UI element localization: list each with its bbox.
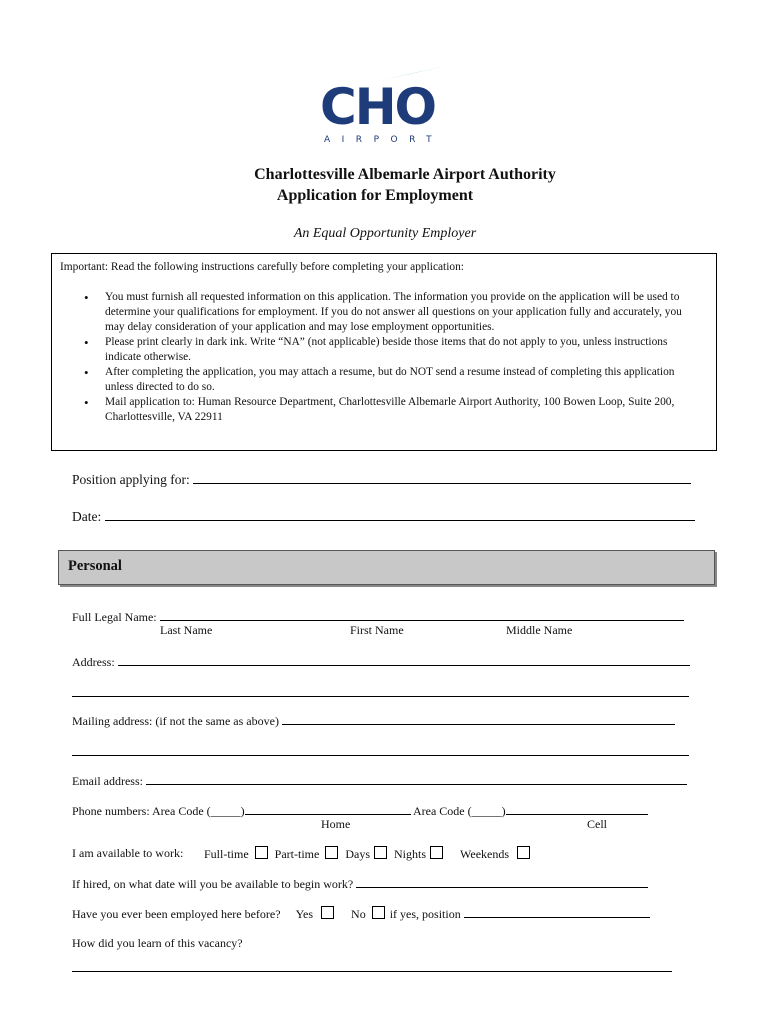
nights-checkbox[interactable] [430,846,443,859]
date-row [72,509,695,525]
hire-date-row [72,876,648,892]
area-code-cell-label: Area Code (_____) [412,804,506,818]
weekends-label: Weekends [460,847,510,861]
instruction-item: • You must furnish all requested information on this application. The information you provide on the application will be used to determine your qualifications for employment. If you do not answer all questions on your application fully and accurately, you may delay consideration of your application and may lose employment opportunities. [60,290,700,335]
employed-before-row [72,906,650,922]
personal-section-header [58,550,715,585]
hire-date-input[interactable] [356,876,648,888]
cell-caption: Cell [587,817,607,831]
position-input[interactable] [193,472,691,484]
vacancy-line[interactable] [72,959,672,977]
address-label: Address: [72,655,115,669]
address-input[interactable] [118,654,690,666]
full-name-label: Full Legal Name: [72,610,157,624]
email-label: Email address: [72,774,143,788]
middle-name-caption: Middle Name [506,623,573,637]
svg-text:CHO: CHO [320,78,436,136]
address-line-2[interactable] [72,684,689,702]
email-row [72,773,687,789]
days-checkbox[interactable] [374,846,387,859]
instructions-list [60,290,700,425]
page-title: Charlottesville Albemarle Airport Authority [254,166,556,183]
equal-opportunity-text: An Equal Opportunity Employer [293,226,477,241]
full-time-checkbox[interactable] [255,846,268,859]
instruction-item: • After completing the application, you may attach a resume, but do NOT send a resume instead of completing this application unless directed to do so. [60,365,700,395]
days-label: Days [345,847,370,861]
date-label: Date: [72,509,102,524]
phone-row [72,803,648,819]
vacancy-input[interactable] [72,960,672,972]
home-caption: Home [321,817,351,831]
svg-text:AIRPORT: AIRPORT [324,135,444,145]
first-name-caption: First Name [350,623,404,637]
availability-label: I am available to work: [72,846,184,860]
instructions-heading: Important: Read the following instructions carefully before completing your application: [60,261,464,273]
instruction-item: • Mail application to: Human Resource Department, Charlottesville Albemarle Airport Authority, 100 Bowen Loop, Suite 200, Charlottesville, VA 22911 [60,395,700,425]
full-time-label: Full-time [204,847,249,861]
mailing-line-2[interactable] [72,743,689,761]
phone-label: Phone numbers: Area Code (_____) [72,804,245,818]
cell-phone-input[interactable] [506,803,648,815]
yes-checkbox[interactable] [321,906,334,919]
nights-label: Nights [394,847,427,861]
mailing-input-2[interactable] [72,744,689,756]
position-label: Position applying for: [72,472,190,487]
date-input[interactable] [105,509,695,521]
weekends-checkbox[interactable] [517,846,530,859]
address-input-2[interactable] [72,685,689,697]
vacancy-label: How did you learn of this vacancy? [72,936,243,950]
no-checkbox[interactable] [372,906,385,919]
previous-position-input[interactable] [464,906,650,918]
position-row [72,472,691,488]
section-title: Personal [68,558,122,574]
full-name-input[interactable] [160,609,684,621]
availability-options [204,846,530,862]
address-row [72,654,690,670]
home-phone-input[interactable] [245,803,411,815]
no-label: No [351,907,366,921]
mailing-row [72,713,675,729]
instruction-item: • Please print clearly in dark ink. Write “NA” (not applicable) beside those items that do not apply to you, unless instructions indicate otherwise. [60,335,700,365]
employed-before-label: Have you ever been employed here before? [72,907,281,921]
hire-date-label: If hired, on what date will you be available to begin work? [72,877,354,891]
part-time-checkbox[interactable] [325,846,338,859]
mailing-input[interactable] [282,713,675,725]
last-name-caption: Last Name [160,623,213,637]
yes-label: Yes [295,907,314,921]
part-time-label: Part-time [274,847,320,861]
mailing-label: Mailing address: (if not the same as above) [72,714,279,728]
if-yes-label: if yes, position [389,907,461,921]
page-subtitle: Application for Employment [276,187,474,204]
email-input[interactable] [146,773,687,785]
instructions-box [51,253,717,451]
cho-airport-logo [318,62,454,146]
